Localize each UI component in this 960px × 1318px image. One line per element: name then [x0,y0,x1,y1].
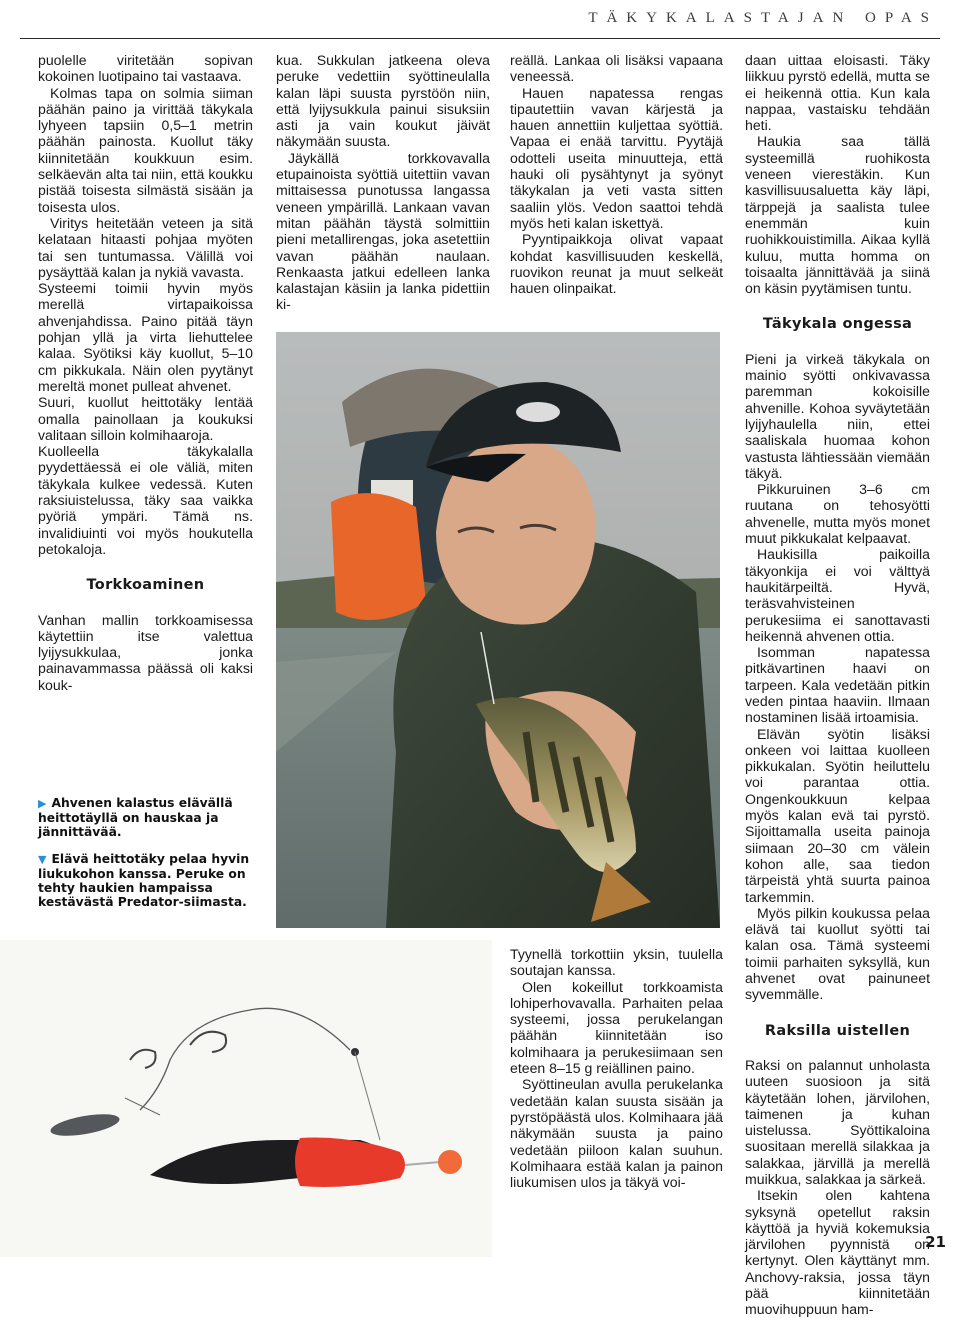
photo-illustration [276,332,720,928]
paragraph: Myös pilkin koukussa pelaa elävä tai kuollut syötti tai kalan osa. Tämä systeemi toimii parhaiten syksyllä, kun ahvenet ovat painuneet syvemmälle. [745,904,930,1003]
paragraph: reällä. Lankaa oli lisäksi vapaana veneessä. [510,52,723,85]
page-number: 21 [925,1233,946,1251]
float-tip [438,1150,462,1174]
paragraph: Systeemi toimii hyvin myös merellä virtapaikoissa ahvenjahdissa. Paino pitää täyn pohjan yllä ja virta liehuttelee kalaa. Syötiksi käy kuollut, 5–10 cm pikkukala. Näin olen pyytänyt mereltä monet pulleat ahvenet. [38,280,253,394]
paragraph: puolelle viritetään sopivan kokoinen luotipaino tai vastaava. [38,52,253,85]
paragraph: Pyyntipaikkoja olivat vapaat kohdat kasvillisuuden keskellä, ruovikon reunat ja muut selkeät hauen olinpaikat. [510,231,723,297]
heading-torkkoaminen: Torkkoaminen [86,577,205,594]
paragraph: Itsekin olen kahtena syksynä opetellut raksin käyttöä ja hyviä kokemuksia järvilohen pyynnistä on kertynyt. Olen käyttänyt mm. Anchovy-raksia, jossa täyn pää kiinnitetään muovihuppuun ham- [745,1187,930,1318]
paragraph: Kolmas tapa on solmia siiman päähän paino ja virittää täkykala lyhyeen tapsiin 0,5–1 metrin päähän painosta. Kuollut täky kiinnitetään koukkuun esim. selkäevän alta tai niin, että koukku pistää toisesta silmästä sisään ja toisesta ulos. [38,84,253,215]
column-2 [276,52,490,313]
photo-caption-2 [38,852,258,909]
paragraph: Suuri, kuollut heittotäky lentää omalla painollaan ja koukuksi valitaan silloin kolmihaaroja. [38,394,253,443]
heading-takykala-ongessa: Täkykala ongessa [762,316,913,333]
column-3-top [510,52,723,296]
paragraph: Olen kokeillut torkkoamista lohiperhovavalla. Parhaiten pelaa systeemi, jossa perukelangan päähän kiinnitetään iso kolmihaara ja perukesiimaan sen eteen 8–15 g reiällinen paino. [510,978,723,1077]
column-3-bottom [510,946,723,1190]
header-divider [20,38,940,39]
background [0,940,492,1257]
paragraph: Syöttineulan avulla perukelanka vedetään kalan suusta sisään ja pyrstöpäästä ulos. Kolmihaara jää näkymään suusta ja paino vedetään piiloon kalan suuhun. Kolmihaara estää kalan ja painon liukumisen ulos ja täkyä voi- [510,1076,723,1191]
paragraph: Vanhan mallin torkkoamisessa käytettiin itse valettua lyijysukkulaa, jonka painavammassa päässä oli kaksi kouk- [38,611,253,693]
paragraph: Pikkuruinen 3–6 cm ruutana on tehosyötti ahvenelle, mutta myös monet muut pikkukalat kelpaavat. [745,481,930,547]
paragraph: Pieni ja virkeä täkykala on mainio syötti onkivavassa paremman kokoisille ahvenille. Kohoa syväytetään lyijyhaulella niin, ettei saaliskala huomaa kohon vastusta lähtiessään viemään täkyä. [745,350,930,481]
paragraph: Elävän syötin lisäksi onkeen voi laittaa kuolleen pikkukalan. Syötin heiluttelu voi parantaa ottia. Ongenkoukkuun kelpaa myös kalan evä tai pyrstö. Sijoittamalla useita painoja siimaan 20–30 cm välein kohon alle, saa tiedon tärpeistä yhtä suurta painoa tarkemmin. [745,725,930,905]
photo-float-rig [0,940,492,1257]
rig-illustration [0,940,492,1257]
paragraph: Jäykällä torkkovavalla etupainoista syöttiä uitettiin vavan mittaisessa punotussa langassa veneen ympärillä. Lankaan vavan mitan päähän täystä solmittiin pieni metallirengas, joka asetettiin vavan päähän naulaan. Renkaasta jatkui edelleen lanka kalastajan käsiin ja lanka pidettiin ki- [276,149,490,313]
paragraph: Isomman napatessa pitkävartinen haavi on tarpeen. Kala vedetään pitkin veden pintaa haaviin. Ilmaan nostaminen lisää irtoamisia. [745,644,930,726]
paragraph: Hauen napatessa rengas tipautettiin vavan kärjestä ja hauen annettiin kuljettaa syöttiä. Vapaa ei enää tarvittu. Pyytäjä odotteli useita minuutteja, että hauki oli pysähtynyt ja syönyt täkykalan ja veti vasta sitten saaliin ylös. Vedon saattoi tehdä myös heti kalan iskettyä. [510,84,723,231]
paragraph: Viritys heitetään veteen ja sitä kelataan hitaasti pohjaa myöten tai sen tuntumassa. Välillä voi pysäyttää kalan ja nykiä vavasta. [38,214,253,280]
caption-text: Elävä heittotäky pelaa hyvin liukukohon kanssa. Peruke on tehty haukien hampaissa kestävästä Predator-siimasta. [38,852,250,909]
paragraph: Kuolleella täkykalalla pyydettäessä ei ole väliä, miten täkykala kulkee vedessä. Kuten raksiuistelussa, täky saa vaikka pyöriä ympäri. Tämä ns. invalidiuinti voi myös houkutella petokaloja. [38,443,253,557]
triangle-right-icon: ▶ [38,797,47,810]
triangle-down-icon: ▼ [38,853,47,866]
photo-anglers-with-perch [276,332,720,928]
running-header: TÄKYKALASTAJAN OPAS [588,10,938,26]
caption-text: Ahvenen kalastus elävällä heittotäyllä on hauskaa ja jännittävää. [38,796,233,839]
paragraph: daan uittaa eloisasti. Täky liikkuu pyrstö edellä, mutta se ei heikennä ottia. Kun kala nappaa, vastaisku tehdään heti. [745,52,930,134]
cap-logo [516,402,560,422]
paragraph: Raksi on palannut unholasta uuteen suosioon ja sitä käytetään lohen, järvilohen, taimenen ja kuhan uistelussa. Syöttikaloina suositaan merellä silakkaa ja salakkaa, järvillä ja merellä muikkua, salakkaa ja särkeä. [745,1056,930,1187]
column-1 [38,52,253,693]
paragraph: kua. Sukkulan jatkeena oleva peruke vedettiin syöttineulalla kalan läpi suusta pyrstöön niin, että lyijysukkula painui sisuksiin asti ja vain koukut jäivät näkymään suusta. [276,52,490,150]
paragraph: Tyynellä torkottiin yksin, tuulella soutajan kanssa. [510,946,723,979]
paragraph: Haukia saa tällä systeemillä ruohikosta veneen vierestäkin. Kun kasvillisuusaluetta käy läpi, tärppejä ja saalista tulee enemmän kuin ruohikkouistimilla. Aikaa kyllä kuluu, mutta homma on toisaalta jännittävää ja siinä on käsin pyytämisen tuntu. [745,133,930,297]
heading-raksilla-uistellen: Raksilla uistellen [764,1022,911,1039]
life-vest [331,493,426,620]
column-4 [745,52,930,1318]
paragraph: Haukisilla paikoilla täkyonkija ei voi välttyä haukitärpeiltä. Hyvä, teräsvahvisteinen perukesiima ei sanottavasti heikennä ahvenen ottia. [745,546,930,644]
photo-caption-1 [38,796,258,839]
